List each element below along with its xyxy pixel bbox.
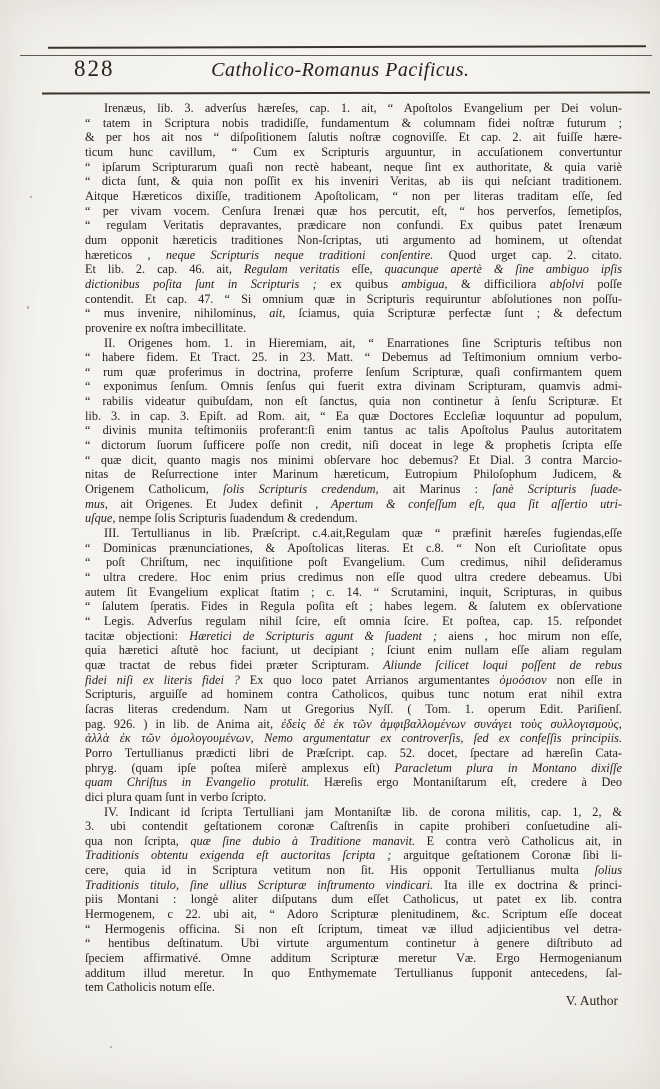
header-divider-rule (42, 91, 650, 94)
italic-text-segment: Regulam veritatis (243, 262, 340, 277)
italic-text-segment: quacunque apertè & ſine ambiguo ipſis (384, 262, 622, 277)
italic-text-segment: ait (269, 306, 283, 321)
scan-speck (30, 196, 32, 198)
text-segment: “ Hermogenis officina. Si non eſt ſcriptum, timeat væ illud adjicientibus vel detra- (85, 921, 622, 936)
text-segment: dum opponit hæreticis traditiones Non-ſcriptas, uti argumento ad hominem, ut oſtendat (85, 232, 622, 247)
scan-speck (27, 306, 29, 309)
text-line (85, 687, 622, 702)
text-line (85, 482, 622, 497)
italic-text-segment: mus, (85, 496, 108, 511)
greek-text-segment: ἐδεὶς δὲ ἐκ τῶν ἀμφιβαλλομένων συνάγει τοὺς συλλογισμοὺς, (281, 716, 623, 731)
text-line (85, 116, 622, 131)
italic-text-segment: Apertum & confeſſum eſt, qua ſit aſſertio utri- (330, 496, 622, 511)
text-segment: 3. ubi contendit geſtationem coronæ Caſtrenſis in capite prohiberi conſuetudine ali- (85, 819, 622, 834)
text-segment: eſſe, (339, 262, 385, 277)
text-line (85, 262, 622, 277)
text-segment: “ tatem in Scriptura nobis tradidiſſe, fundamentum & columnam fidei noſtræ futurum ; (85, 115, 622, 130)
text-segment: “ dictorum ſuorum ſufficere poſſe non credit, niſi doceat in lege & prophetis ſcripta eſſe (85, 438, 622, 453)
text-line (85, 423, 622, 438)
text-segment: III. Tertullianus in lib. Præſcript. c.4.ait,Regulam quæ “ præfinit hæreſes fugiendas,eſſe (104, 526, 622, 541)
text-segment: ſpeciem affirmativé. Omne additum Scripturæ meretur Væ. Ergo Hermogenianum (85, 951, 622, 966)
text-segment: nempe ſolis Scripturis ſuadendum & credendum. (115, 511, 358, 526)
text-segment: ait Marinus : (378, 482, 493, 497)
catchword: V. Author (565, 993, 618, 1008)
text-segment: Irenæus, lib. 3. adverſus hæreſes, cap. 1. ait, “ Apoſtolos Evangelium per Dei volun- (104, 101, 622, 115)
text-segment: ex quibus (316, 276, 402, 291)
text-line (85, 585, 622, 600)
italic-text-segment: fidei niſi ex literis fidei ? (85, 672, 240, 687)
text-line (85, 673, 622, 688)
text-line (85, 570, 622, 585)
text-segment: “ quæ dicit, quanto magis nos minimi obſervare hoc debemus? Et Dial. 3 contra Marcio- (85, 452, 622, 467)
text-line (85, 379, 622, 394)
text-segment: “ ultra credere. Hoc enim prius credimus non eſſe quod ultra credere debeamus. Ubi (85, 570, 622, 584)
text-segment: quæ tractat de rebus fidei præter Scripturam. (85, 657, 384, 672)
text-line (85, 966, 622, 981)
text-segment: “ hentibus deſtinatum. Ubi virtute argumentum continetur à genere diſtributo ad (85, 936, 622, 951)
text-line (85, 350, 622, 365)
text-segment: ſacras literas credendum. Nam ut Gregorius Nyſſ. ( Tom. 1. operum Edit. Pariſienſ. (85, 701, 622, 716)
text-line (85, 658, 622, 673)
text-segment: tacitæ objectioni: (85, 628, 190, 643)
text-line (85, 409, 622, 424)
scan-speck (110, 1046, 112, 1048)
text-line (85, 599, 622, 614)
text-line (85, 907, 622, 922)
text-line (85, 541, 622, 556)
text-line (85, 746, 622, 761)
text-segment: IV. Indicant id ſcripta Tertulliani jam Montaniſtæ lib. de corona militis, cap. 1, 2, & (104, 804, 622, 819)
text-line (85, 848, 622, 863)
text-line (85, 702, 622, 717)
italic-text-segment: Traditionis obtentu exigenda eſt auctoritas ſcripta ; (85, 848, 392, 863)
text-segment (254, 731, 264, 745)
text-segment: “ mus invenire, nihilominus, (85, 306, 270, 321)
text-line (85, 951, 622, 966)
text-segment: non eſſe in (546, 672, 622, 687)
text-segment: “ exponimus ſenſum. Omnis ſenſus qui fuerit extra divinam Scripturam, quamvis admi- (85, 379, 622, 394)
text-line (85, 292, 622, 307)
text-segment: Ita ille ex doctrina & princi- (433, 877, 622, 892)
text-line (85, 922, 622, 937)
text-line (85, 717, 622, 732)
text-line (85, 174, 622, 189)
text-line (85, 761, 622, 776)
text-segment: provenire ex noſtra imbecillitate. (85, 320, 247, 335)
italic-text-segment: neque Scripturis neque traditioni conſentire. (165, 247, 434, 262)
text-segment: aiens , hoc mirum non eſſe, (437, 628, 623, 643)
text-segment: “ per vivam vocem. Cenſura Irenæi quæ hos percutit, eſt, “ hos perverſos, ſemetipſos, (85, 203, 622, 218)
text-line (85, 980, 622, 995)
text-line (85, 863, 622, 878)
text-line (85, 321, 622, 336)
text-segment: & per hos ait nos “ diſpoſitionem ſalutis noſtræ cognoviſſe. Et cap. 2. ait fuiſſe hære- (85, 130, 622, 145)
text-line (85, 189, 622, 204)
text-line (85, 731, 622, 746)
text-segment: “ ipſarum Scripturarum quaſi non rectè habeant, neque ſint ex authoritate, & quia variè (85, 159, 622, 174)
page-title: Catholico-Romanus Pacificus. (211, 59, 470, 81)
page-number: 828 (74, 56, 115, 81)
text-line (85, 248, 622, 263)
text-line (85, 511, 622, 526)
text-segment: qua non ſcripta, (85, 833, 191, 848)
greek-text-segment: ἀλλὰ ἐκ τῶν ὁμολογουμένων, (85, 731, 254, 746)
text-line (85, 819, 622, 834)
text-segment: pag. 926. ) in lib. de Anima ait, (85, 716, 282, 731)
italic-text-segment: uſque, (85, 511, 116, 526)
text-segment: lib. 3. in cap. 3. Epiſt. ad Rom. ait, “ Ea quæ Doctores Eccleſiæ loquuntur ad populum, (85, 408, 622, 423)
text-segment: “ rabilis videatur quibuſdam, non eſt ſanctus, quia non continetur à ſenſu Scripturæ. Et (85, 394, 622, 409)
text-segment: “ poſt Chriſtum, nec inquiſitione poſt Evangelium. Cum credimus, nihil deſideramus (85, 555, 622, 570)
italic-text-segment: quam Chriſtus in Evangelio protulit. (85, 775, 310, 790)
text-line (85, 805, 622, 820)
text-segment: ticum hunc cavillum, “ Cum ex Scripturis arguuntur, in accuſationem convertuntur (85, 144, 622, 159)
text-line (85, 438, 622, 453)
text-segment: Scripturis, arguiſſe ad hominem contra Catholicos, quibus tunc notum erat nihil extra (85, 687, 622, 702)
text-segment: tem Catholicis notum eſſe. (85, 980, 215, 995)
text-segment: poſſe (583, 276, 622, 291)
italic-text-segment: Paracletum plura in Montano dixiſſe (394, 760, 622, 775)
text-segment: Ex quo loco patet Arrianos argumentantes (239, 672, 500, 687)
text-segment: Hæreſis ergo Montaniſtarum eſt, credere à Deo (309, 775, 622, 790)
text-line (85, 365, 622, 380)
text-line (85, 145, 622, 160)
text-line (85, 775, 622, 790)
text-segment: nitas de Reſurrectione inter Marinum hæreticum, Eutropium Philoſophum Judicem, & (85, 467, 622, 482)
text-segment: phryg. (quam ipſe poſtea miſerè amplexus eſt) (85, 760, 395, 775)
text-line (85, 526, 622, 541)
text-segment: , ſciamus, quia Scripturæ perfectæ ſunt ; & defectum (282, 306, 622, 321)
text-line (85, 160, 622, 175)
italic-text-segment: ſanè Scripturis ſuade- (492, 482, 622, 497)
text-line (85, 629, 622, 644)
text-segment: Hermogenem, c 22. ubi ait, “ Adoro Scripturæ plenitudinem, &c. Scriptum eſſe doceat (85, 907, 622, 922)
text-line (85, 218, 622, 233)
text-segment: “ Dominicas prænunciationes, & Apoſtolicas literas. Et c.8. “ Non eſt Curioſitate opus (85, 540, 622, 555)
text-segment: Origenem Catholicum, (85, 482, 224, 497)
text-line (85, 277, 622, 292)
text-line (85, 892, 622, 907)
italic-text-segment: ſolis Scripturis credendum, (223, 482, 379, 497)
text-line (85, 453, 622, 468)
text-line (85, 834, 622, 849)
text-block (85, 101, 622, 995)
text-segment: “ habere fidem. Et Tract. 25. in 23. Matt. “ Debemus ad Teſtimonium omnium verbo- (85, 350, 622, 365)
italic-text-segment: Aliunde ſcilicet loqui poſſent de rebus (383, 657, 622, 672)
text-segment: “ regulam Veritatis depravantes, prædicare non confundi. Ex quibus patet Irenæum (85, 218, 622, 233)
text-segment: “ dicta ſunt, & quia non poſſit ex his inveniri Veritas, ab iis qui neſciant traditionem. (85, 174, 622, 189)
text-segment: additum illud meretur. In quo Enthymemate Tertullianus ſupponit antecedens, ſal- (85, 965, 622, 980)
italic-text-segment: quæ ſine dubio à Traditione manavit. (190, 833, 416, 848)
italic-text-segment: Traditionis titulo, ſine ullius Scripturæ inſtrumento vindicari. (85, 877, 434, 892)
text-segment: contendit. Et cap. 47. “ Si omnium quæ in Scripturis requiruntur abſolutiones non poſſu- (85, 291, 622, 306)
text-line (85, 643, 622, 658)
text-line (85, 467, 622, 482)
italic-text-segment: ambigua (401, 276, 445, 291)
text-segment: hæreticos , (85, 247, 166, 262)
text-segment: Porro Tertullianus prædicti libri de Præſcript. cap. 52. docet, ſpectare ad hæreſin Cata- (85, 745, 622, 760)
text-line (85, 204, 622, 219)
text-line (85, 233, 622, 248)
text-segment: Quod urget cap. 2. citato. (433, 247, 622, 262)
top-rule-heavy (48, 45, 646, 49)
italic-text-segment: abſolvi (549, 276, 584, 291)
text-segment: Aitque Hæreticos dixiſſe, traditionem Apoſtolicam, “ non per literas traditam eſſe, ſed (85, 188, 622, 203)
text-segment: “ ſalutem ſperatis. Fides in Regula poſita eſt ; habes legem. & ſalutem ex obſervatione (85, 599, 622, 614)
text-segment: , & difficiliora (444, 276, 550, 291)
top-rule-thin (20, 55, 652, 56)
italic-text-segment: Nemo argumentatur ex controverſis, ſed ex confeſſis principiis. (264, 731, 622, 746)
text-line (85, 130, 622, 145)
text-segment: ait Origenes. Et Judex definit , (107, 496, 331, 511)
text-line (85, 614, 622, 629)
text-line (85, 936, 622, 951)
text-segment: quia hæretici aſtutè hoc faciunt, ut decipiant ; ſciunt enim nullam eſſe aliam regulam (85, 643, 622, 658)
italic-text-segment: dictionibus poſita ſunt in Scripturis ; (85, 276, 317, 291)
text-segment: piis Montani : longè aliter diſputans dum eſſet Catholicus, ut patet ex lib. contra (85, 892, 622, 907)
text-segment: II. Origenes hom. 1. in Hieremiam, ait, “ Enarrationes ſine Scripturis teſtibus non (104, 335, 622, 350)
text-line (85, 306, 622, 321)
text-line (85, 555, 622, 570)
text-line (85, 878, 622, 893)
text-line (85, 336, 622, 351)
text-segment: E contra verò Catholicus ait, in (415, 833, 623, 848)
text-segment: “ Legis. Adverſus regulam nihil ſcire, eſt omnia ſcire. Et poſtea, cap. 15. reſpondet (85, 613, 622, 628)
greek-text-segment: ὁμοόσιον (499, 672, 547, 687)
text-segment: arguitque geſtationem Coronæ ſibi li- (391, 848, 622, 863)
italic-text-segment: ſolius (594, 863, 622, 878)
text-line (85, 394, 622, 409)
text-line (85, 497, 622, 512)
text-segment: “ divinis munita teſtimoniis proferant:ſi enim tantus ac talis Apoſtolus Paulus autoritatem (85, 423, 622, 438)
text-line (85, 790, 622, 805)
text-segment: “ rum quæ proferimus in doctrina, proferre ſenſum Scripturæ, quaſi confirmantem quem (85, 364, 622, 379)
text-segment: cere, quia id in Scriptura vetitum non ſit. His opponit Tertullianus multa (85, 863, 595, 878)
text-segment: dici plura quam ſunt in verbo ſcripto. (85, 789, 267, 804)
text-line (85, 101, 622, 116)
text-segment: Et lib. 2. cap. 46. ait, (85, 262, 244, 277)
text-segment: autem ſit Evangelium explicat ſtatim ; c. 14. “ Scrutamini, inquit, Scripturas, in quibus (85, 584, 622, 599)
italic-text-segment: Hæretici de Scripturis agunt & ſuadent ; (189, 628, 438, 643)
